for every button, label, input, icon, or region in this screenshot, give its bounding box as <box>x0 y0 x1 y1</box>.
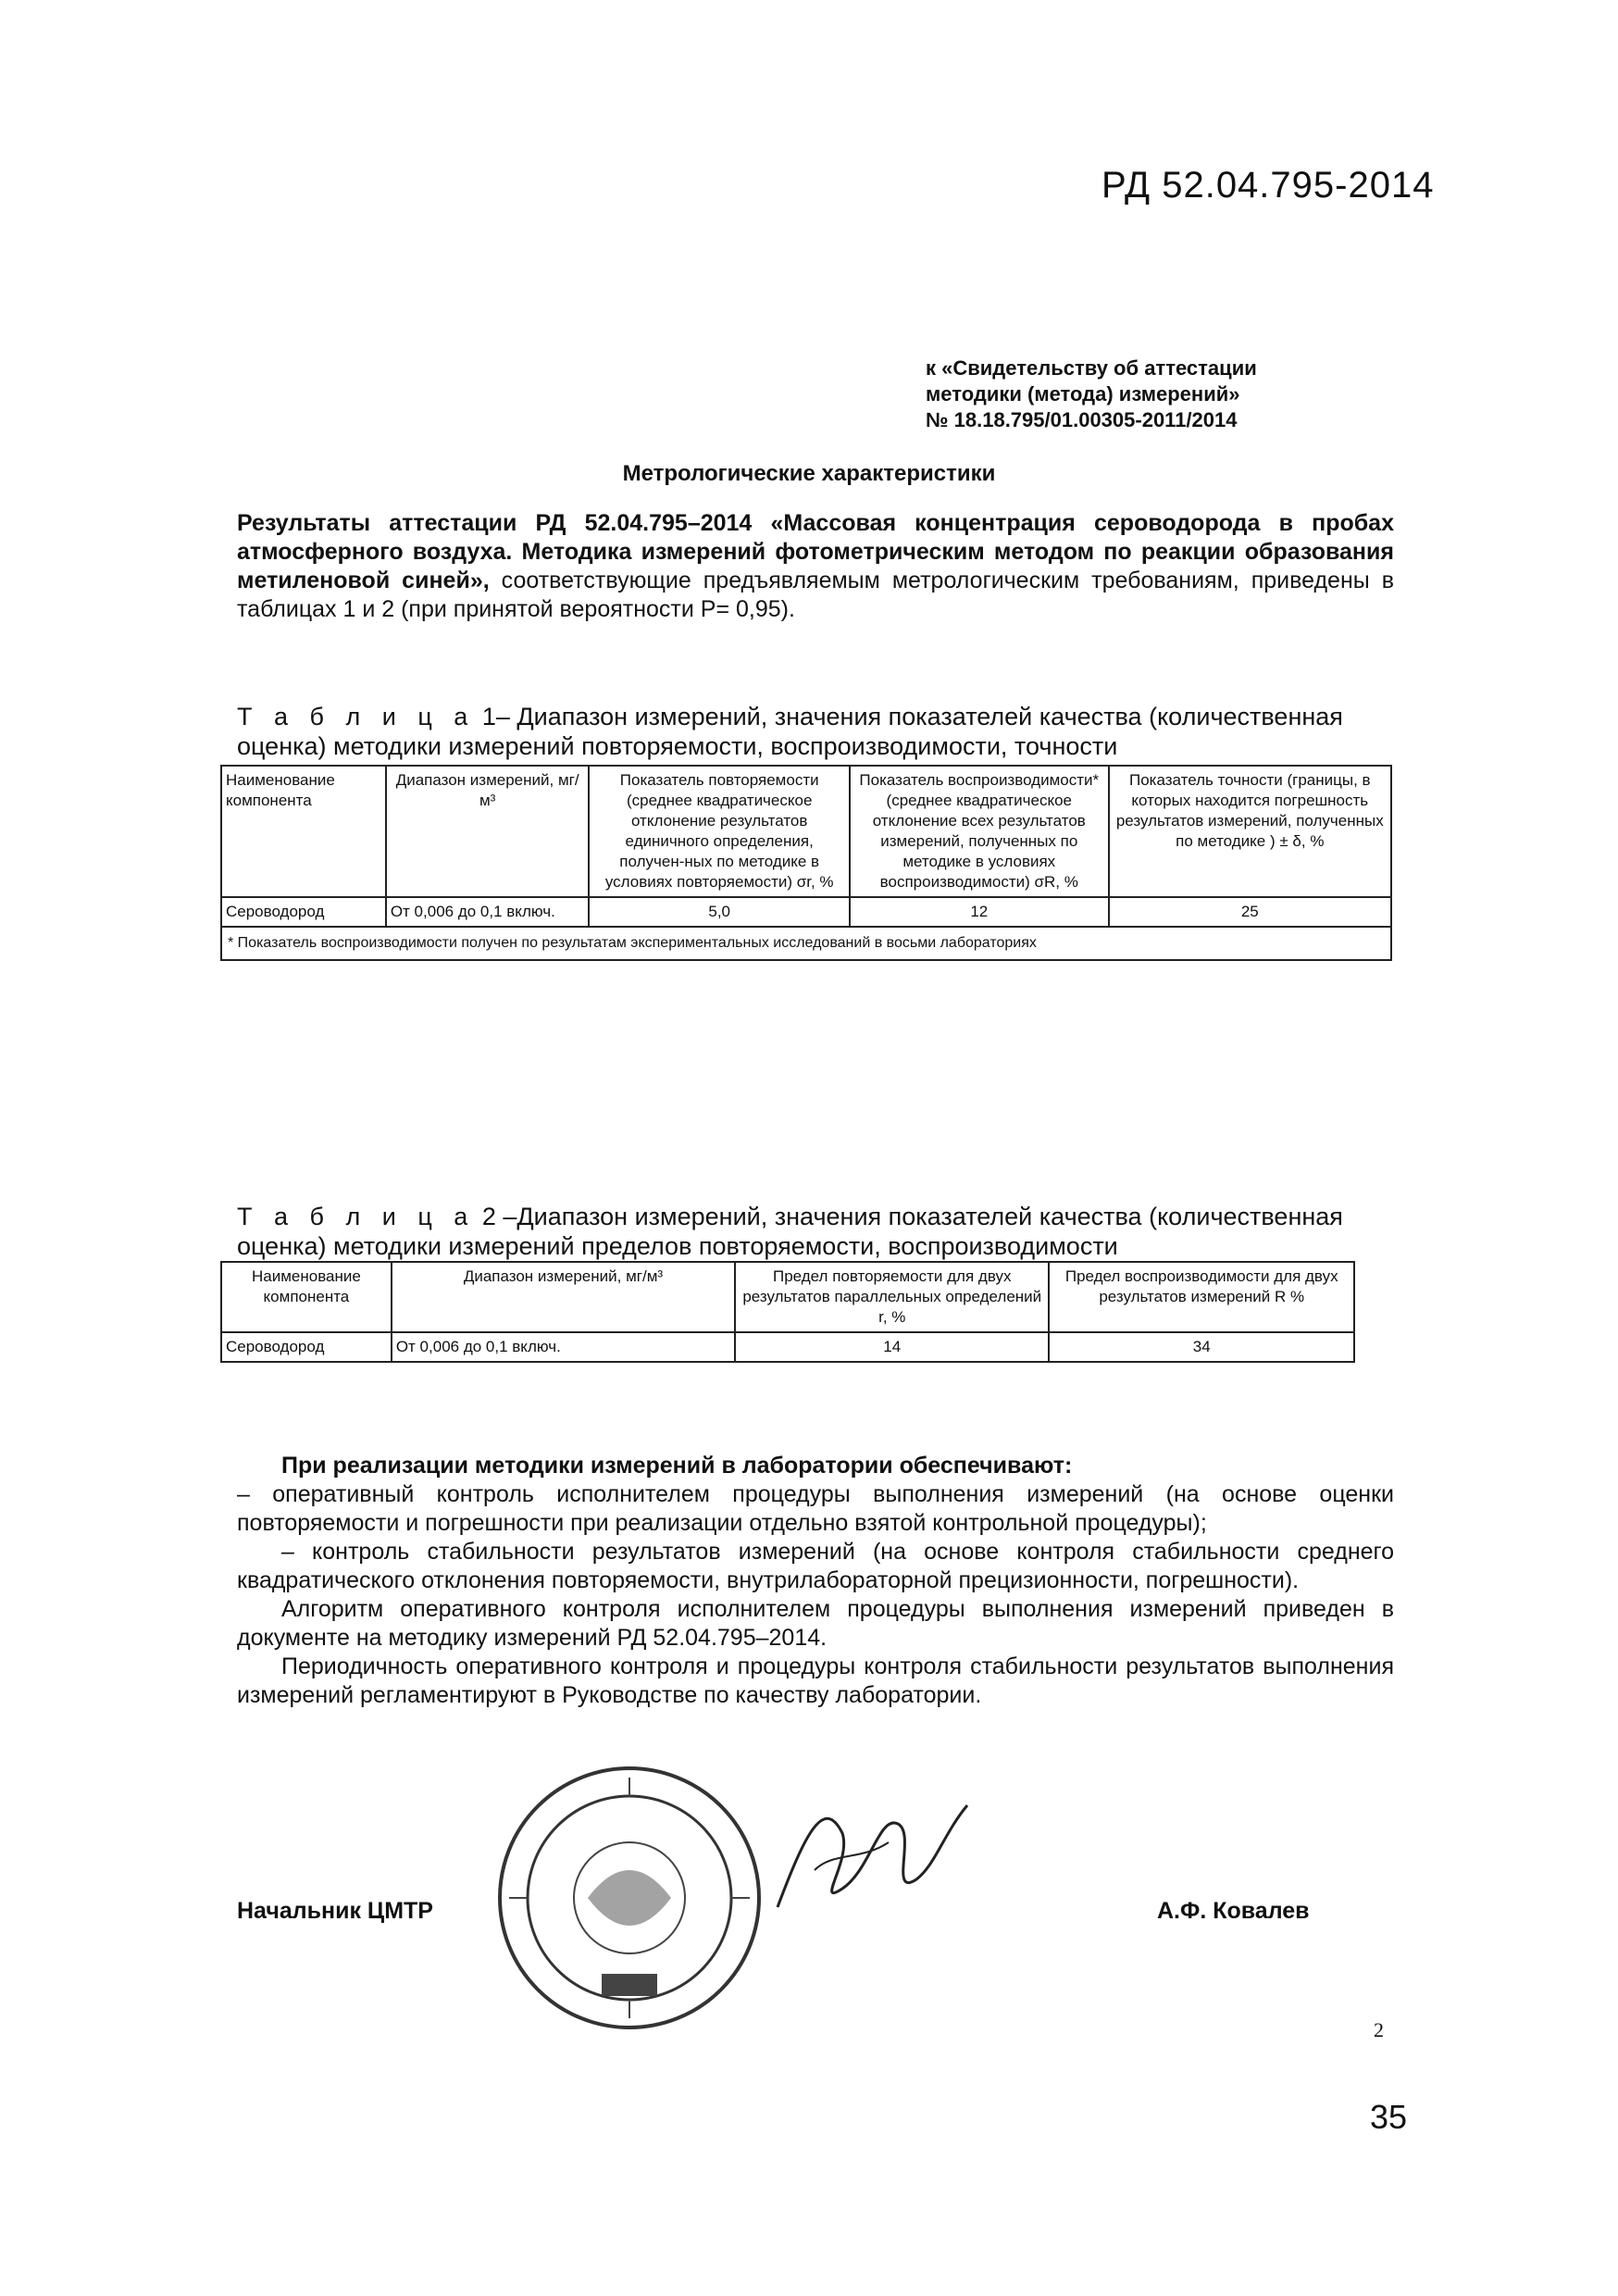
table1-cell: От 0,006 до 0,1 включ. <box>386 897 590 927</box>
table1-cell: 12 <box>850 897 1109 927</box>
body-paragraph: При реализации методики измерений в лаборатории обеспечивают: <box>281 1453 1073 1479</box>
table1-header-cell: Диапазон измерений, мг/м³ <box>386 766 590 897</box>
table2-header-row <box>221 1262 1354 1332</box>
table-row <box>221 897 1391 927</box>
table1-caption-text: 1– Диапазон измерений, значения показателей качества (количественная оценка) методики измерений повторяемости, воспроизводимости, точности <box>237 703 1343 760</box>
table1-footnote: * Показатель воспроизводимости получен по результатам экспериментальных исследований в восьми лабораториях <box>221 927 1391 960</box>
table1-cell: 25 <box>1109 897 1391 927</box>
annex-line-2: методики (метода) измерений» <box>926 382 1240 406</box>
table1-header-cell: Показатель точности (границы, в которых находится погрешность результатов измерений, полученных по методике ) ± δ, % <box>1109 766 1391 897</box>
body-paragraph: – контроль стабильности результатов измерений (на основе контроля стабильности среднего квадратического отклонения повторяемости, внутрилабораторной прецизионности, погрешности). <box>237 1539 1394 1593</box>
annex-reference <box>926 356 1351 433</box>
section-title: Метрологические характеристики <box>622 461 996 486</box>
intro-normal: соответствующие предъявляемым метрологическим требованиям, приведены в таблицах 1 и 2 (при принятой вероятности P= 0,95). <box>237 568 1394 622</box>
handwritten-signature <box>759 1778 981 1935</box>
table1-header-cell: Показатель воспроизводимости* (среднее квадратическое отклонение всех результатов измерений, полученных по методике в условиях воспроизводимости) σR, % <box>850 766 1109 897</box>
table2-cell: Сероводород <box>221 1332 392 1362</box>
table1-cell: 5,0 <box>589 897 850 927</box>
table-2 <box>220 1261 1355 1363</box>
table2-header-cell: Предел воспроизводимости для двух результатов измерений R % <box>1049 1262 1354 1332</box>
intro-bold: Результаты аттестации РД 52.04.795–2014 «Массовая концентрация сероводорода в пробах атмосферного воздуха. Методика измерений фотометрическим методом по реакции образования метиленовой синей», <box>237 510 1394 593</box>
table1-header-row <box>221 766 1391 897</box>
table1-footnote-row <box>221 927 1391 960</box>
table2-cell: 34 <box>1049 1332 1354 1362</box>
table-row <box>221 1332 1354 1362</box>
table1-header-cell: Показатель повторяемости (среднее квадратическое отклонение результатов единичного определения, получен-ных по методике в условиях повторяемости) σr, % <box>589 766 850 897</box>
annex-line-1: к «Свидетельству об аттестации <box>926 356 1257 380</box>
table-1 <box>220 765 1392 961</box>
body-paragraph: Алгоритм оперативного контроля исполнителем процедуры выполнения измерений приведен в документе на методику измерений РД 52.04.795–2014. <box>237 1596 1394 1651</box>
table1-cell: Сероводород <box>221 897 386 927</box>
table2-caption <box>237 1202 1394 1261</box>
table2-header-cell: Предел повторяемости для двух результатов параллельных определений r, % <box>735 1262 1049 1332</box>
signatory-name: А.Ф. Ковалев <box>1157 1898 1310 1924</box>
table2-caption-text: 2 –Диапазон измерений, значения показателей качества (количественная оценка) методики измерений пределов повторяемости, воспроизводимости <box>237 1203 1343 1260</box>
official-stamp <box>491 1759 768 2037</box>
table2-header-cell: Диапазон измерений, мг/м³ <box>392 1262 735 1332</box>
annex-line-3: № 18.18.795/01.00305-2011/2014 <box>926 408 1238 431</box>
table2-cell: 14 <box>735 1332 1049 1362</box>
page-number: 35 <box>1370 2098 1408 2136</box>
signatory-position: Начальник ЦМТР <box>237 1898 433 1924</box>
intro-paragraph <box>237 509 1394 624</box>
table1-caption <box>237 702 1394 761</box>
table1-header-cell: Наименование компонента <box>221 766 386 897</box>
small-number: 2 <box>1374 2018 1384 2041</box>
body-paragraph: Периодичность оперативного контроля и процедуры контроля стабильности результатов выполнения измерений регламентируют в Руководстве по качеству лаборатории. <box>237 1653 1394 1708</box>
table2-cell: От 0,006 до 0,1 включ. <box>392 1332 735 1362</box>
body-text <box>237 1452 1394 1710</box>
table2-caption-word: Т а б л и ц а <box>237 1203 476 1230</box>
document-code: РД 52.04.795-2014 <box>1101 165 1435 206</box>
body-paragraph: – оперативный контроль исполнителем процедуры выполнения измерений (на основе оценки повторяемости и погрешности при реализации отдельно взятой контрольной процедуры); <box>237 1481 1394 1536</box>
table2-header-cell: Наименование компонента <box>221 1262 392 1332</box>
table1-caption-word: Т а б л и ц а <box>237 703 476 730</box>
